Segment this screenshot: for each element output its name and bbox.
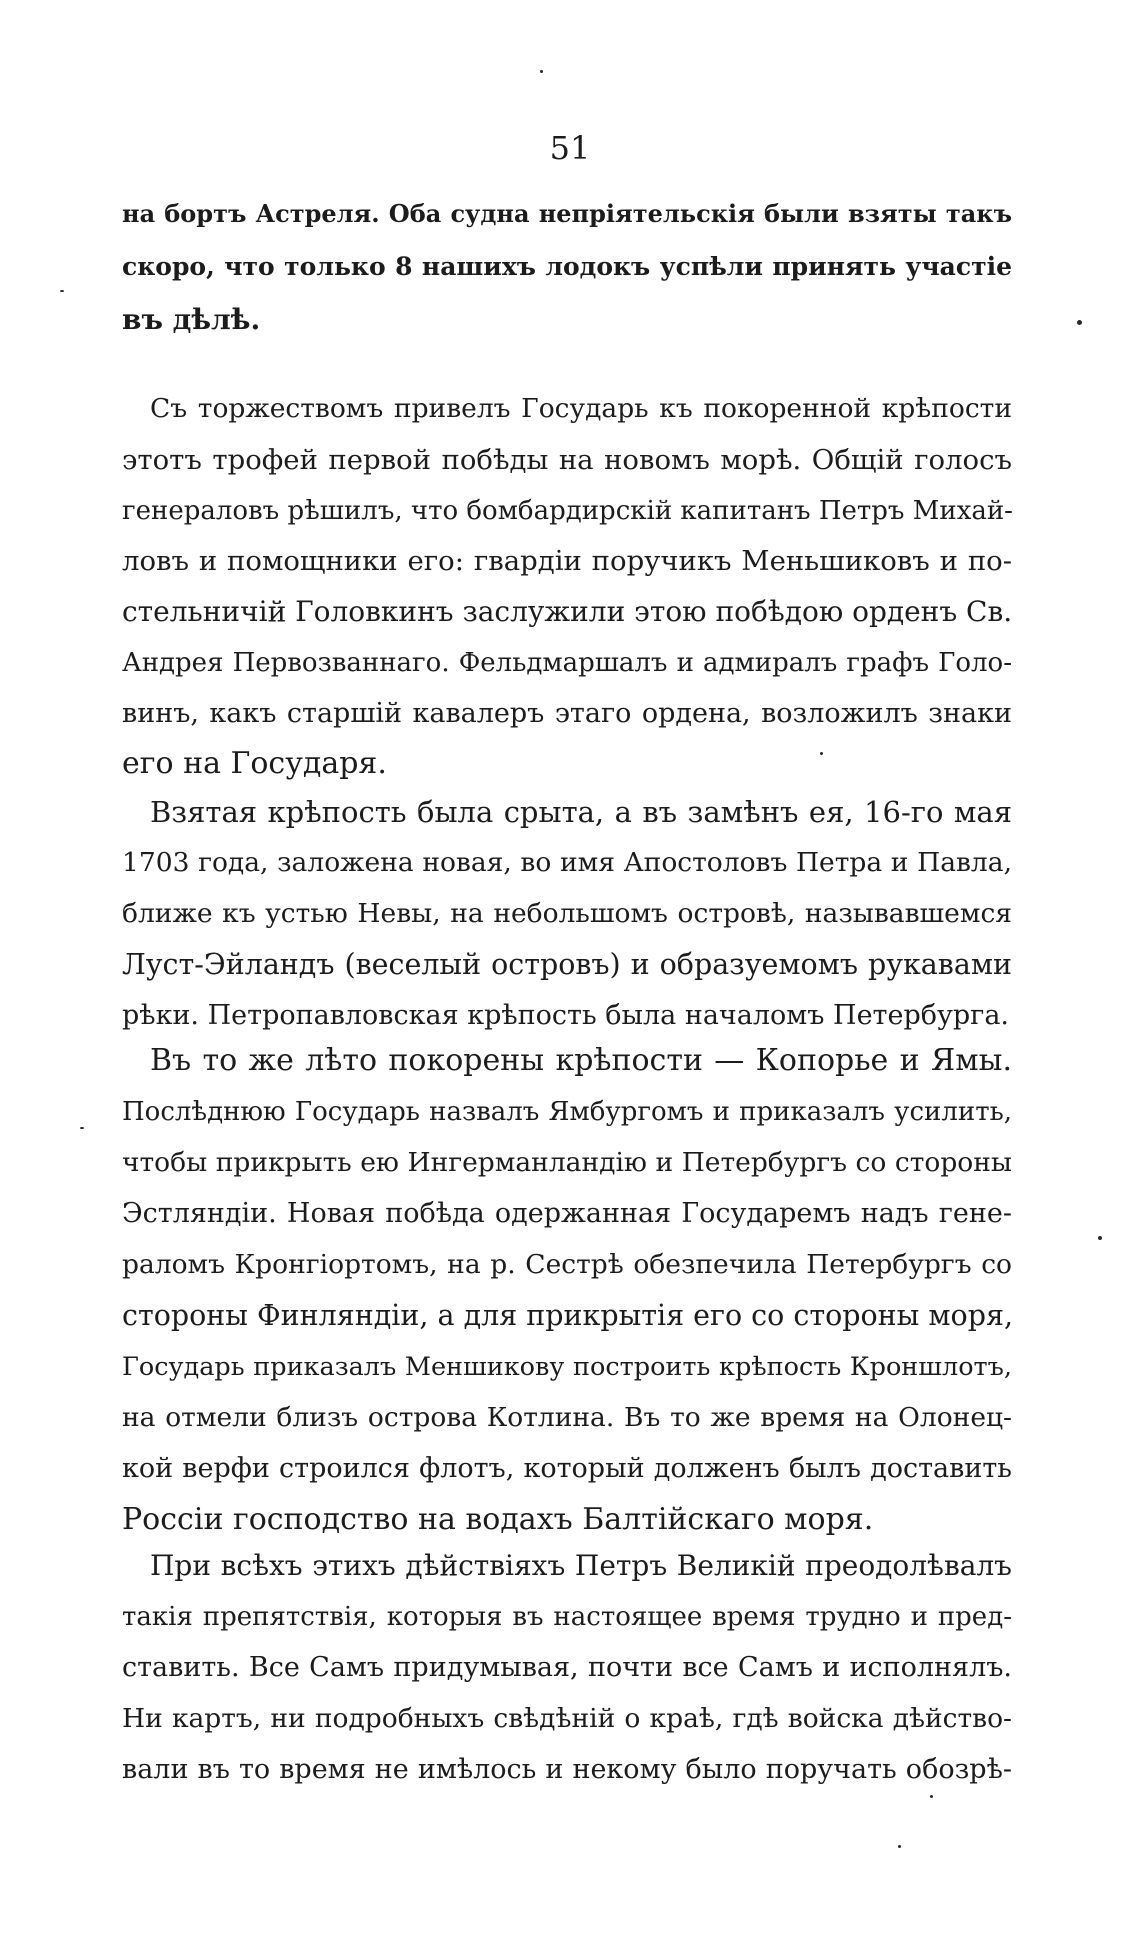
text-line: на отмели близъ острова Котлина. Въ то же время на Олонец- bbox=[122, 1402, 1012, 1433]
text-line: раломъ Кронгіортомъ, на р. Сестрѣ обезпечила Петербургъ со bbox=[122, 1249, 1012, 1280]
ink-speck bbox=[898, 1845, 901, 1848]
ink-speck bbox=[930, 1795, 933, 1798]
ink-speck bbox=[80, 1127, 84, 1129]
text-line: Послѣднюю Государь назвалъ Ямбургомъ и приказалъ усилить, bbox=[122, 1097, 1012, 1127]
text-line: такія препятствія, которыя въ настоящее время трудно и пред- bbox=[122, 1602, 1012, 1632]
text-line: стороны Финляндіи, а для прикрытія его со стороны моря, bbox=[122, 1299, 1014, 1332]
text-line: Андрея Первозваннаго. Фельдмаршалъ и адмиралъ графъ Голо- bbox=[122, 648, 1012, 678]
paragraph-first-line: Съ торжествомъ привелъ Государь къ покоренной крѣпости bbox=[150, 393, 1012, 424]
text-line: 1703 года, заложена новая, во имя Апостоловъ Петра и Павла, bbox=[122, 847, 1012, 878]
text-line: ближе къ устью Невы, на небольшомъ островѣ, называвшемся bbox=[122, 898, 1012, 929]
text-line: Эстляндіи. Новая побѣда одержанная Государемъ надъ гене- bbox=[122, 1198, 1012, 1229]
text-line: генераловъ рѣшилъ, что бомбардирскій капитанъ Петръ Михай- bbox=[122, 496, 1013, 526]
text-line: на бортъ Астреля. Оба судна непріятельскія были взяты такъ bbox=[122, 199, 1012, 228]
text-line: кой верфи строился флотъ, который долженъ былъ доставить bbox=[122, 1453, 1012, 1484]
paragraph-first-line: При всѣхъ этихъ дѣйствіяхъ Петръ Великій преодолѣвалъ bbox=[150, 1549, 1012, 1582]
text-line: ловъ и помощники его: гвардіи поручикъ Меньшиковъ и по- bbox=[122, 545, 1012, 577]
ink-speck bbox=[1077, 320, 1082, 325]
text-line: Россіи господство на водахъ Балтійскаго моря. bbox=[122, 1502, 874, 1537]
text-line: въ дѣлѣ. bbox=[122, 303, 261, 336]
text-line: Ни картъ, ни подробныхъ свѣдѣній о краѣ, гдѣ войска дѣйство- bbox=[122, 1703, 1012, 1734]
text-line: рѣки. Петропавловская крѣпость была началомъ Петербурга. bbox=[122, 1000, 1010, 1031]
ink-speck bbox=[1098, 1236, 1102, 1240]
ink-speck bbox=[540, 70, 543, 73]
ink-speck bbox=[60, 290, 64, 292]
text-line: скоро, что только 8 нашихъ лодокъ успѣли принять участіе bbox=[122, 252, 1012, 281]
paragraph-first-line: Въ то же лѣто покорены крѣпости — Копорье и Ямы. bbox=[150, 1043, 1012, 1078]
text-line: этотъ трофей первой побѣды на новомъ морѣ. Общій голосъ bbox=[122, 444, 1012, 476]
paragraph-first-line: Взятая крѣпость была срыта, а въ замѣнъ ея, 16-го мая bbox=[150, 795, 1012, 829]
text-line: чтобы прикрыть ею Ингерманландію и Петербургъ со стороны bbox=[122, 1147, 1012, 1178]
ink-speck bbox=[820, 752, 823, 755]
text-line: вали въ то время не имѣлось и некому было поручать обозрѣ- bbox=[122, 1754, 1012, 1785]
text-line: винъ, какъ старшій кавалеръ этаго ордена, возложилъ знаки bbox=[122, 698, 1012, 729]
text-line: его на Государя. bbox=[122, 746, 387, 781]
text-line: Луст-Эйландъ (веселый островъ) и образуемомъ рукавами bbox=[122, 948, 1012, 981]
page-number: 51 bbox=[549, 129, 591, 167]
text-line: Государь приказалъ Меншикову построить крѣпость Кроншлотъ, bbox=[122, 1352, 1012, 1382]
text-line: стельничій Головкинъ заслужили этою побѣдою орденъ Св. bbox=[122, 595, 1013, 628]
text-line: ставить. Все Самъ придумывая, почти все Самъ и исполнялъ. bbox=[122, 1652, 1012, 1683]
